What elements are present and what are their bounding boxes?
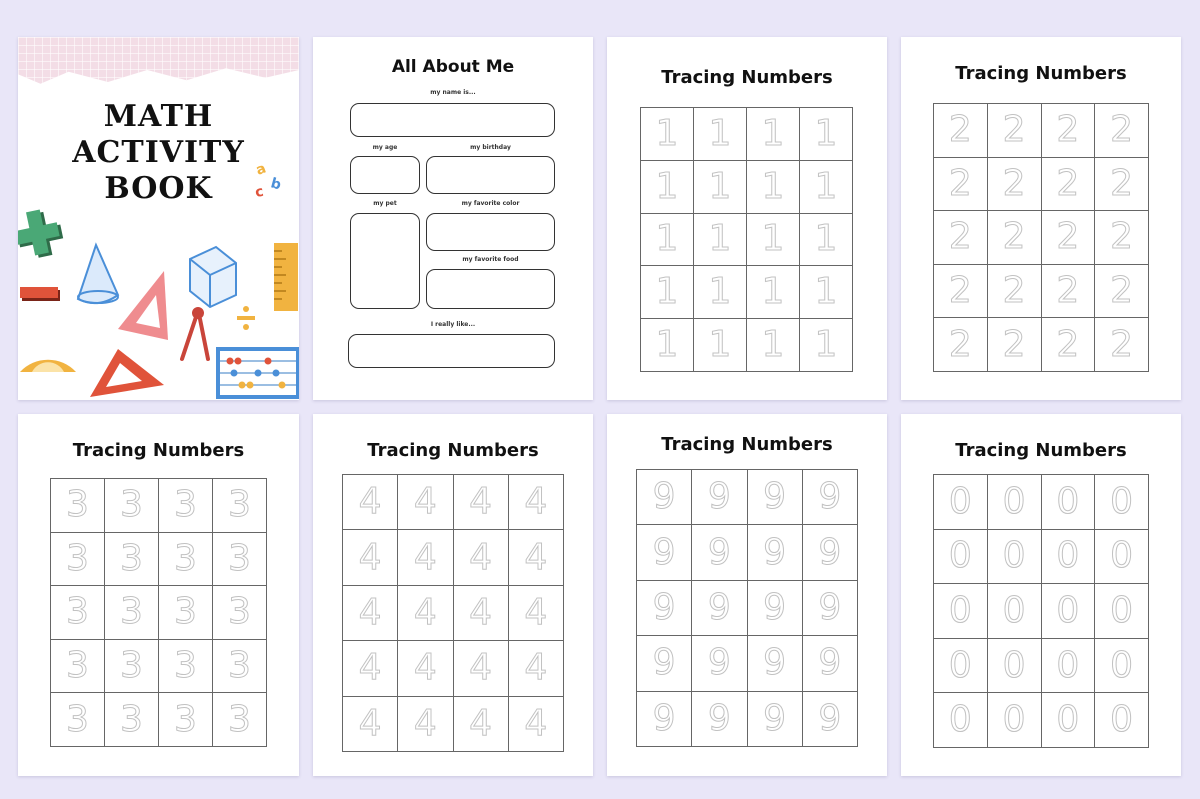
- trace-digit: 4: [358, 591, 382, 633]
- plus-icon: [18, 206, 66, 262]
- tracing-cell[interactable]: [213, 693, 267, 747]
- trace-digit: 2: [948, 162, 972, 204]
- tracing-cell[interactable]: [988, 693, 1042, 748]
- tracing-cell[interactable]: [51, 693, 105, 747]
- tracing-cell[interactable]: [747, 266, 800, 319]
- tracing-cell[interactable]: [1095, 104, 1149, 158]
- trace-digit: 1: [814, 324, 838, 366]
- age-label: my age: [372, 144, 398, 151]
- trace-digit: 4: [524, 591, 548, 633]
- trace-digit: 0: [1002, 644, 1026, 686]
- tracing-cell[interactable]: [454, 475, 509, 530]
- cover-illustrations: [18, 37, 299, 400]
- trace-digit: 9: [763, 531, 787, 573]
- trace-digit: 3: [228, 484, 251, 526]
- trace-digit: 3: [228, 537, 251, 579]
- tracing-cell[interactable]: [747, 319, 800, 372]
- tracing-cell[interactable]: [934, 475, 988, 530]
- tracing-cell[interactable]: [509, 475, 564, 530]
- tracing-cell[interactable]: [454, 530, 509, 585]
- tracing-cell[interactable]: [692, 581, 747, 636]
- tracing-cell[interactable]: [509, 641, 564, 696]
- tracing-cell[interactable]: [1042, 693, 1096, 748]
- page-title: Tracing Numbers: [72, 440, 245, 461]
- minus-icon: [20, 287, 60, 301]
- tracing-cell[interactable]: [1095, 211, 1149, 265]
- tracing-cell[interactable]: [51, 479, 105, 533]
- trace-digit: 1: [655, 271, 679, 313]
- all-about-me-page[interactable]: [313, 37, 593, 400]
- tracing-grid: [933, 103, 1149, 372]
- page-title: Tracing Numbers: [955, 63, 1127, 84]
- tracing-cell[interactable]: [692, 470, 747, 525]
- protractor-icon: [20, 360, 76, 372]
- tracing-cell[interactable]: [159, 479, 213, 533]
- tracing-cell[interactable]: [1042, 265, 1096, 319]
- trace-digit: 9: [707, 697, 731, 739]
- trace-digit: 2: [1056, 323, 1080, 365]
- trace-digit: 9: [818, 476, 842, 518]
- tracing-cell[interactable]: [105, 586, 159, 640]
- tracing-cell[interactable]: [213, 640, 267, 694]
- tracing-cell[interactable]: [343, 530, 398, 585]
- cover-title-line: BOOK: [104, 171, 213, 206]
- tracing-cell[interactable]: [694, 266, 747, 319]
- trace-digit: 3: [120, 484, 143, 526]
- svg-text:b: b: [268, 175, 283, 194]
- trace-digit: 0: [1110, 644, 1134, 686]
- tracing-cell[interactable]: [105, 693, 159, 747]
- tracing-cell[interactable]: [988, 475, 1042, 530]
- tracing-cell[interactable]: [1042, 639, 1096, 694]
- page-title: Tracing Numbers: [661, 67, 833, 88]
- trace-digit: 1: [814, 271, 838, 313]
- trace-digit: 9: [763, 476, 787, 518]
- trace-digit: 2: [1056, 109, 1080, 151]
- tracing-cell[interactable]: [1095, 530, 1149, 585]
- tracing-cell[interactable]: [1042, 530, 1096, 585]
- tracing-cell[interactable]: [694, 319, 747, 372]
- trace-digit: 0: [1110, 589, 1134, 631]
- pet-field[interactable]: [350, 213, 420, 309]
- trace-digit: 3: [66, 537, 89, 579]
- trace-digit: 2: [1110, 323, 1134, 365]
- trace-digit: 4: [413, 536, 437, 578]
- tracing-cell[interactable]: [747, 108, 800, 161]
- page-title: Tracing Numbers: [955, 440, 1127, 461]
- tracing-cell[interactable]: [800, 266, 853, 319]
- trace-digit: 1: [708, 165, 732, 207]
- trace-digit: 9: [763, 697, 787, 739]
- trace-digit: 1: [708, 271, 732, 313]
- tracing-page-3[interactable]: [18, 414, 299, 776]
- trace-digit: 2: [1110, 216, 1134, 258]
- tracing-cell[interactable]: [509, 697, 564, 752]
- trace-digit: 0: [948, 644, 972, 686]
- trace-digit: 3: [228, 698, 251, 740]
- tracing-cell[interactable]: [213, 479, 267, 533]
- tracing-cell[interactable]: [694, 161, 747, 214]
- trace-digit: 0: [1056, 699, 1080, 741]
- pet-label: my pet: [373, 200, 397, 207]
- tracing-cell[interactable]: [398, 641, 453, 696]
- triangle-ruler-icon: [90, 349, 164, 397]
- trace-digit: 0: [1110, 480, 1134, 522]
- trace-digit: 3: [120, 698, 143, 740]
- trace-digit: 1: [708, 324, 732, 366]
- tracing-cell[interactable]: [641, 319, 694, 372]
- trace-digit: 4: [524, 647, 548, 689]
- abacus-icon: [218, 349, 298, 397]
- letters-icon: [254, 160, 283, 200]
- compass-icon: [182, 309, 208, 359]
- trace-digit: 4: [524, 481, 548, 523]
- tracing-cell[interactable]: [637, 692, 692, 747]
- trace-digit: 0: [948, 535, 972, 577]
- page-title: All About Me: [391, 57, 515, 77]
- name-field[interactable]: [350, 103, 555, 137]
- trace-digit: 9: [652, 531, 676, 573]
- trace-digit: 4: [469, 591, 493, 633]
- tracing-grid: [342, 474, 564, 752]
- tracing-cell[interactable]: [637, 470, 692, 525]
- trace-digit: 9: [707, 642, 731, 684]
- trace-digit: 1: [655, 112, 679, 154]
- trace-digit: 2: [1002, 109, 1026, 151]
- trace-digit: 1: [761, 271, 785, 313]
- tracing-cell[interactable]: [803, 692, 858, 747]
- trace-digit: 0: [1056, 480, 1080, 522]
- trace-digit: 9: [652, 642, 676, 684]
- color-label: my favorite color: [461, 200, 520, 207]
- cover-page[interactable]: [18, 37, 299, 400]
- trace-digit: 4: [358, 481, 382, 523]
- tracing-cell[interactable]: [988, 104, 1042, 158]
- tracing-cell[interactable]: [159, 586, 213, 640]
- trace-digit: 0: [1002, 480, 1026, 522]
- svg-text:a: a: [253, 160, 269, 179]
- trace-digit: 9: [707, 531, 731, 573]
- tracing-grid: [636, 469, 858, 747]
- tracing-cell[interactable]: [213, 533, 267, 587]
- page-title: Tracing Numbers: [367, 440, 539, 461]
- trace-digit: 2: [1110, 109, 1134, 151]
- name-label: my name is...: [430, 89, 476, 96]
- trace-digit: 3: [120, 591, 143, 633]
- trace-digit: 1: [814, 112, 838, 154]
- tracing-cell[interactable]: [803, 470, 858, 525]
- trace-digit: 9: [652, 586, 676, 628]
- tracing-cell[interactable]: [509, 530, 564, 585]
- trace-digit: 9: [652, 697, 676, 739]
- trace-digit: 4: [358, 536, 382, 578]
- tracing-cell[interactable]: [800, 319, 853, 372]
- tracing-grid: [640, 107, 853, 372]
- cube-icon: [190, 247, 236, 307]
- trace-digit: 3: [66, 698, 89, 740]
- tracing-cell[interactable]: [800, 214, 853, 267]
- trace-digit: 1: [708, 218, 732, 260]
- tracing-cell[interactable]: [641, 108, 694, 161]
- tracing-cell[interactable]: [803, 525, 858, 580]
- birthday-label: my birthday: [470, 144, 511, 151]
- trace-digit: 1: [761, 324, 785, 366]
- tracing-page-2[interactable]: [901, 37, 1181, 400]
- trace-digit: 1: [814, 218, 838, 260]
- trace-digit: 2: [1110, 162, 1134, 204]
- tracing-cell[interactable]: [454, 697, 509, 752]
- trace-digit: 4: [413, 702, 437, 744]
- trace-digit: 2: [1056, 270, 1080, 312]
- tracing-cell[interactable]: [988, 530, 1042, 585]
- trace-digit: 2: [948, 323, 972, 365]
- trace-digit: 9: [818, 697, 842, 739]
- tracing-cell[interactable]: [694, 108, 747, 161]
- trace-digit: 3: [174, 645, 197, 687]
- tracing-page-0[interactable]: [901, 414, 1181, 776]
- trace-digit: 4: [469, 647, 493, 689]
- trace-digit: 0: [948, 589, 972, 631]
- divide-icon: [237, 306, 255, 330]
- tracing-cell[interactable]: [988, 584, 1042, 639]
- tracing-cell[interactable]: [1095, 639, 1149, 694]
- trace-digit: 0: [1056, 535, 1080, 577]
- tracing-cell[interactable]: [800, 161, 853, 214]
- trace-digit: 4: [469, 481, 493, 523]
- trace-digit: 1: [814, 165, 838, 207]
- trace-digit: 2: [948, 216, 972, 258]
- trace-digit: 9: [763, 642, 787, 684]
- tracing-cell[interactable]: [51, 640, 105, 694]
- trace-digit: 0: [1110, 535, 1134, 577]
- tracing-cell[interactable]: [988, 158, 1042, 212]
- birthday-field[interactable]: [426, 156, 555, 194]
- tracing-cell[interactable]: [509, 586, 564, 641]
- trace-digit: 2: [948, 109, 972, 151]
- tracing-cell[interactable]: [748, 636, 803, 691]
- trace-digit: 4: [469, 536, 493, 578]
- cover-title-line: MATH: [103, 99, 214, 134]
- trace-digit: 4: [413, 481, 437, 523]
- tracing-cell[interactable]: [934, 693, 988, 748]
- trace-digit: 4: [358, 647, 382, 689]
- trace-digit: 3: [120, 645, 143, 687]
- tracing-cell[interactable]: [105, 479, 159, 533]
- trace-digit: 0: [948, 699, 972, 741]
- tracing-cell[interactable]: [800, 108, 853, 161]
- trace-digit: 3: [174, 591, 197, 633]
- tracing-cell[interactable]: [988, 639, 1042, 694]
- trace-digit: 0: [1002, 589, 1026, 631]
- tracing-cell[interactable]: [748, 470, 803, 525]
- tracing-cell[interactable]: [694, 214, 747, 267]
- tracing-cell[interactable]: [159, 640, 213, 694]
- tracing-cell[interactable]: [1042, 318, 1096, 372]
- tracing-cell[interactable]: [1042, 158, 1096, 212]
- trace-digit: 4: [524, 702, 548, 744]
- tracing-cell[interactable]: [748, 581, 803, 636]
- tracing-cell[interactable]: [641, 161, 694, 214]
- tracing-cell[interactable]: [641, 266, 694, 319]
- tracing-cell[interactable]: [1095, 475, 1149, 530]
- trace-digit: 9: [818, 642, 842, 684]
- trace-digit: 2: [1110, 270, 1134, 312]
- trace-digit: 9: [707, 476, 731, 518]
- cover-title-line: ACTIVITY: [72, 135, 245, 170]
- trace-digit: 3: [66, 484, 89, 526]
- trace-digit: 0: [1002, 535, 1026, 577]
- svg-text:c: c: [253, 183, 265, 201]
- tracing-cell[interactable]: [1042, 104, 1096, 158]
- trace-digit: 0: [1110, 699, 1134, 741]
- trace-digit: 2: [1002, 323, 1026, 365]
- tracing-cell[interactable]: [213, 586, 267, 640]
- tracing-cell[interactable]: [454, 586, 509, 641]
- tracing-cell[interactable]: [637, 636, 692, 691]
- age-field[interactable]: [350, 156, 420, 194]
- trace-digit: 1: [655, 218, 679, 260]
- cone-icon: [78, 245, 118, 303]
- food-label: my favorite food: [462, 256, 519, 263]
- tracing-cell[interactable]: [105, 533, 159, 587]
- tracing-page-9[interactable]: [607, 414, 887, 776]
- trace-digit: 2: [1002, 162, 1026, 204]
- tracing-grid: [933, 474, 1149, 748]
- like-label: I really like...: [430, 321, 476, 328]
- tracing-cell[interactable]: [934, 211, 988, 265]
- tracing-cell[interactable]: [1095, 158, 1149, 212]
- ruler-icon: [274, 243, 298, 311]
- tracing-cell[interactable]: [1042, 211, 1096, 265]
- tracing-cell[interactable]: [748, 525, 803, 580]
- tracing-cell[interactable]: [51, 533, 105, 587]
- trace-digit: 3: [174, 698, 197, 740]
- tracing-cell[interactable]: [159, 533, 213, 587]
- tracing-page-4[interactable]: [313, 414, 593, 776]
- tracing-cell[interactable]: [1095, 584, 1149, 639]
- tracing-cell[interactable]: [1095, 318, 1149, 372]
- tracing-cell[interactable]: [747, 214, 800, 267]
- trace-digit: 9: [707, 586, 731, 628]
- trace-digit: 9: [818, 531, 842, 573]
- trace-digit: 3: [174, 537, 197, 579]
- tracing-cell[interactable]: [398, 475, 453, 530]
- tracing-cell[interactable]: [747, 161, 800, 214]
- tracing-cell[interactable]: [343, 586, 398, 641]
- trace-digit: 1: [761, 218, 785, 260]
- tracing-cell[interactable]: [934, 639, 988, 694]
- tracing-cell[interactable]: [637, 525, 692, 580]
- set-square-icon: [118, 271, 168, 340]
- trace-digit: 2: [948, 270, 972, 312]
- tracing-page-1[interactable]: [607, 37, 887, 400]
- tracing-cell[interactable]: [159, 693, 213, 747]
- trace-digit: 4: [524, 536, 548, 578]
- page-title: Tracing Numbers: [661, 434, 833, 455]
- food-field[interactable]: [426, 269, 555, 309]
- like-field[interactable]: [348, 334, 555, 368]
- tracing-cell[interactable]: [692, 692, 747, 747]
- tracing-cell[interactable]: [1095, 693, 1149, 748]
- tracing-cell[interactable]: [692, 525, 747, 580]
- tracing-cell[interactable]: [988, 211, 1042, 265]
- trace-digit: 3: [174, 484, 197, 526]
- tracing-cell[interactable]: [934, 104, 988, 158]
- trace-digit: 2: [1002, 216, 1026, 258]
- tracing-cell[interactable]: [343, 697, 398, 752]
- trace-digit: 0: [1056, 644, 1080, 686]
- trace-digit: 1: [708, 112, 732, 154]
- tracing-cell[interactable]: [1042, 584, 1096, 639]
- trace-digit: 9: [763, 586, 787, 628]
- tracing-cell[interactable]: [398, 586, 453, 641]
- trace-digit: 4: [413, 591, 437, 633]
- trace-digit: 0: [1002, 699, 1026, 741]
- tracing-cell[interactable]: [692, 636, 747, 691]
- tracing-cell[interactable]: [934, 265, 988, 319]
- tracing-cell[interactable]: [51, 586, 105, 640]
- tracing-cell[interactable]: [803, 636, 858, 691]
- tracing-cell[interactable]: [803, 581, 858, 636]
- trace-digit: 0: [948, 480, 972, 522]
- trace-digit: 3: [228, 591, 251, 633]
- trace-digit: 4: [358, 702, 382, 744]
- tracing-cell[interactable]: [934, 584, 988, 639]
- tracing-cell[interactable]: [398, 530, 453, 585]
- tracing-cell[interactable]: [934, 530, 988, 585]
- trace-digit: 4: [469, 702, 493, 744]
- trace-digit: 3: [66, 591, 89, 633]
- trace-digit: 9: [652, 476, 676, 518]
- trace-digit: 3: [228, 645, 251, 687]
- tracing-cell[interactable]: [934, 158, 988, 212]
- trace-digit: 3: [120, 537, 143, 579]
- tracing-cell[interactable]: [1095, 265, 1149, 319]
- tracing-cell[interactable]: [1042, 475, 1096, 530]
- tracing-cell[interactable]: [454, 641, 509, 696]
- tracing-cell[interactable]: [934, 318, 988, 372]
- tracing-cell[interactable]: [637, 581, 692, 636]
- trace-digit: 2: [1056, 216, 1080, 258]
- color-field[interactable]: [426, 213, 555, 251]
- trace-digit: 1: [761, 112, 785, 154]
- trace-digit: 1: [761, 165, 785, 207]
- tracing-cell[interactable]: [641, 214, 694, 267]
- tracing-cell[interactable]: [988, 318, 1042, 372]
- trace-digit: 0: [1056, 589, 1080, 631]
- trace-digit: 4: [413, 647, 437, 689]
- trace-digit: 2: [1002, 270, 1026, 312]
- trace-digit: 3: [66, 645, 89, 687]
- trace-digit: 1: [655, 324, 679, 366]
- tracing-cell[interactable]: [988, 265, 1042, 319]
- tracing-cell[interactable]: [343, 475, 398, 530]
- trace-digit: 2: [1056, 162, 1080, 204]
- tracing-cell[interactable]: [398, 697, 453, 752]
- tracing-cell[interactable]: [748, 692, 803, 747]
- trace-digit: 1: [655, 165, 679, 207]
- tracing-cell[interactable]: [105, 640, 159, 694]
- trace-digit: 9: [818, 586, 842, 628]
- tracing-grid: [50, 478, 267, 747]
- tracing-cell[interactable]: [343, 641, 398, 696]
